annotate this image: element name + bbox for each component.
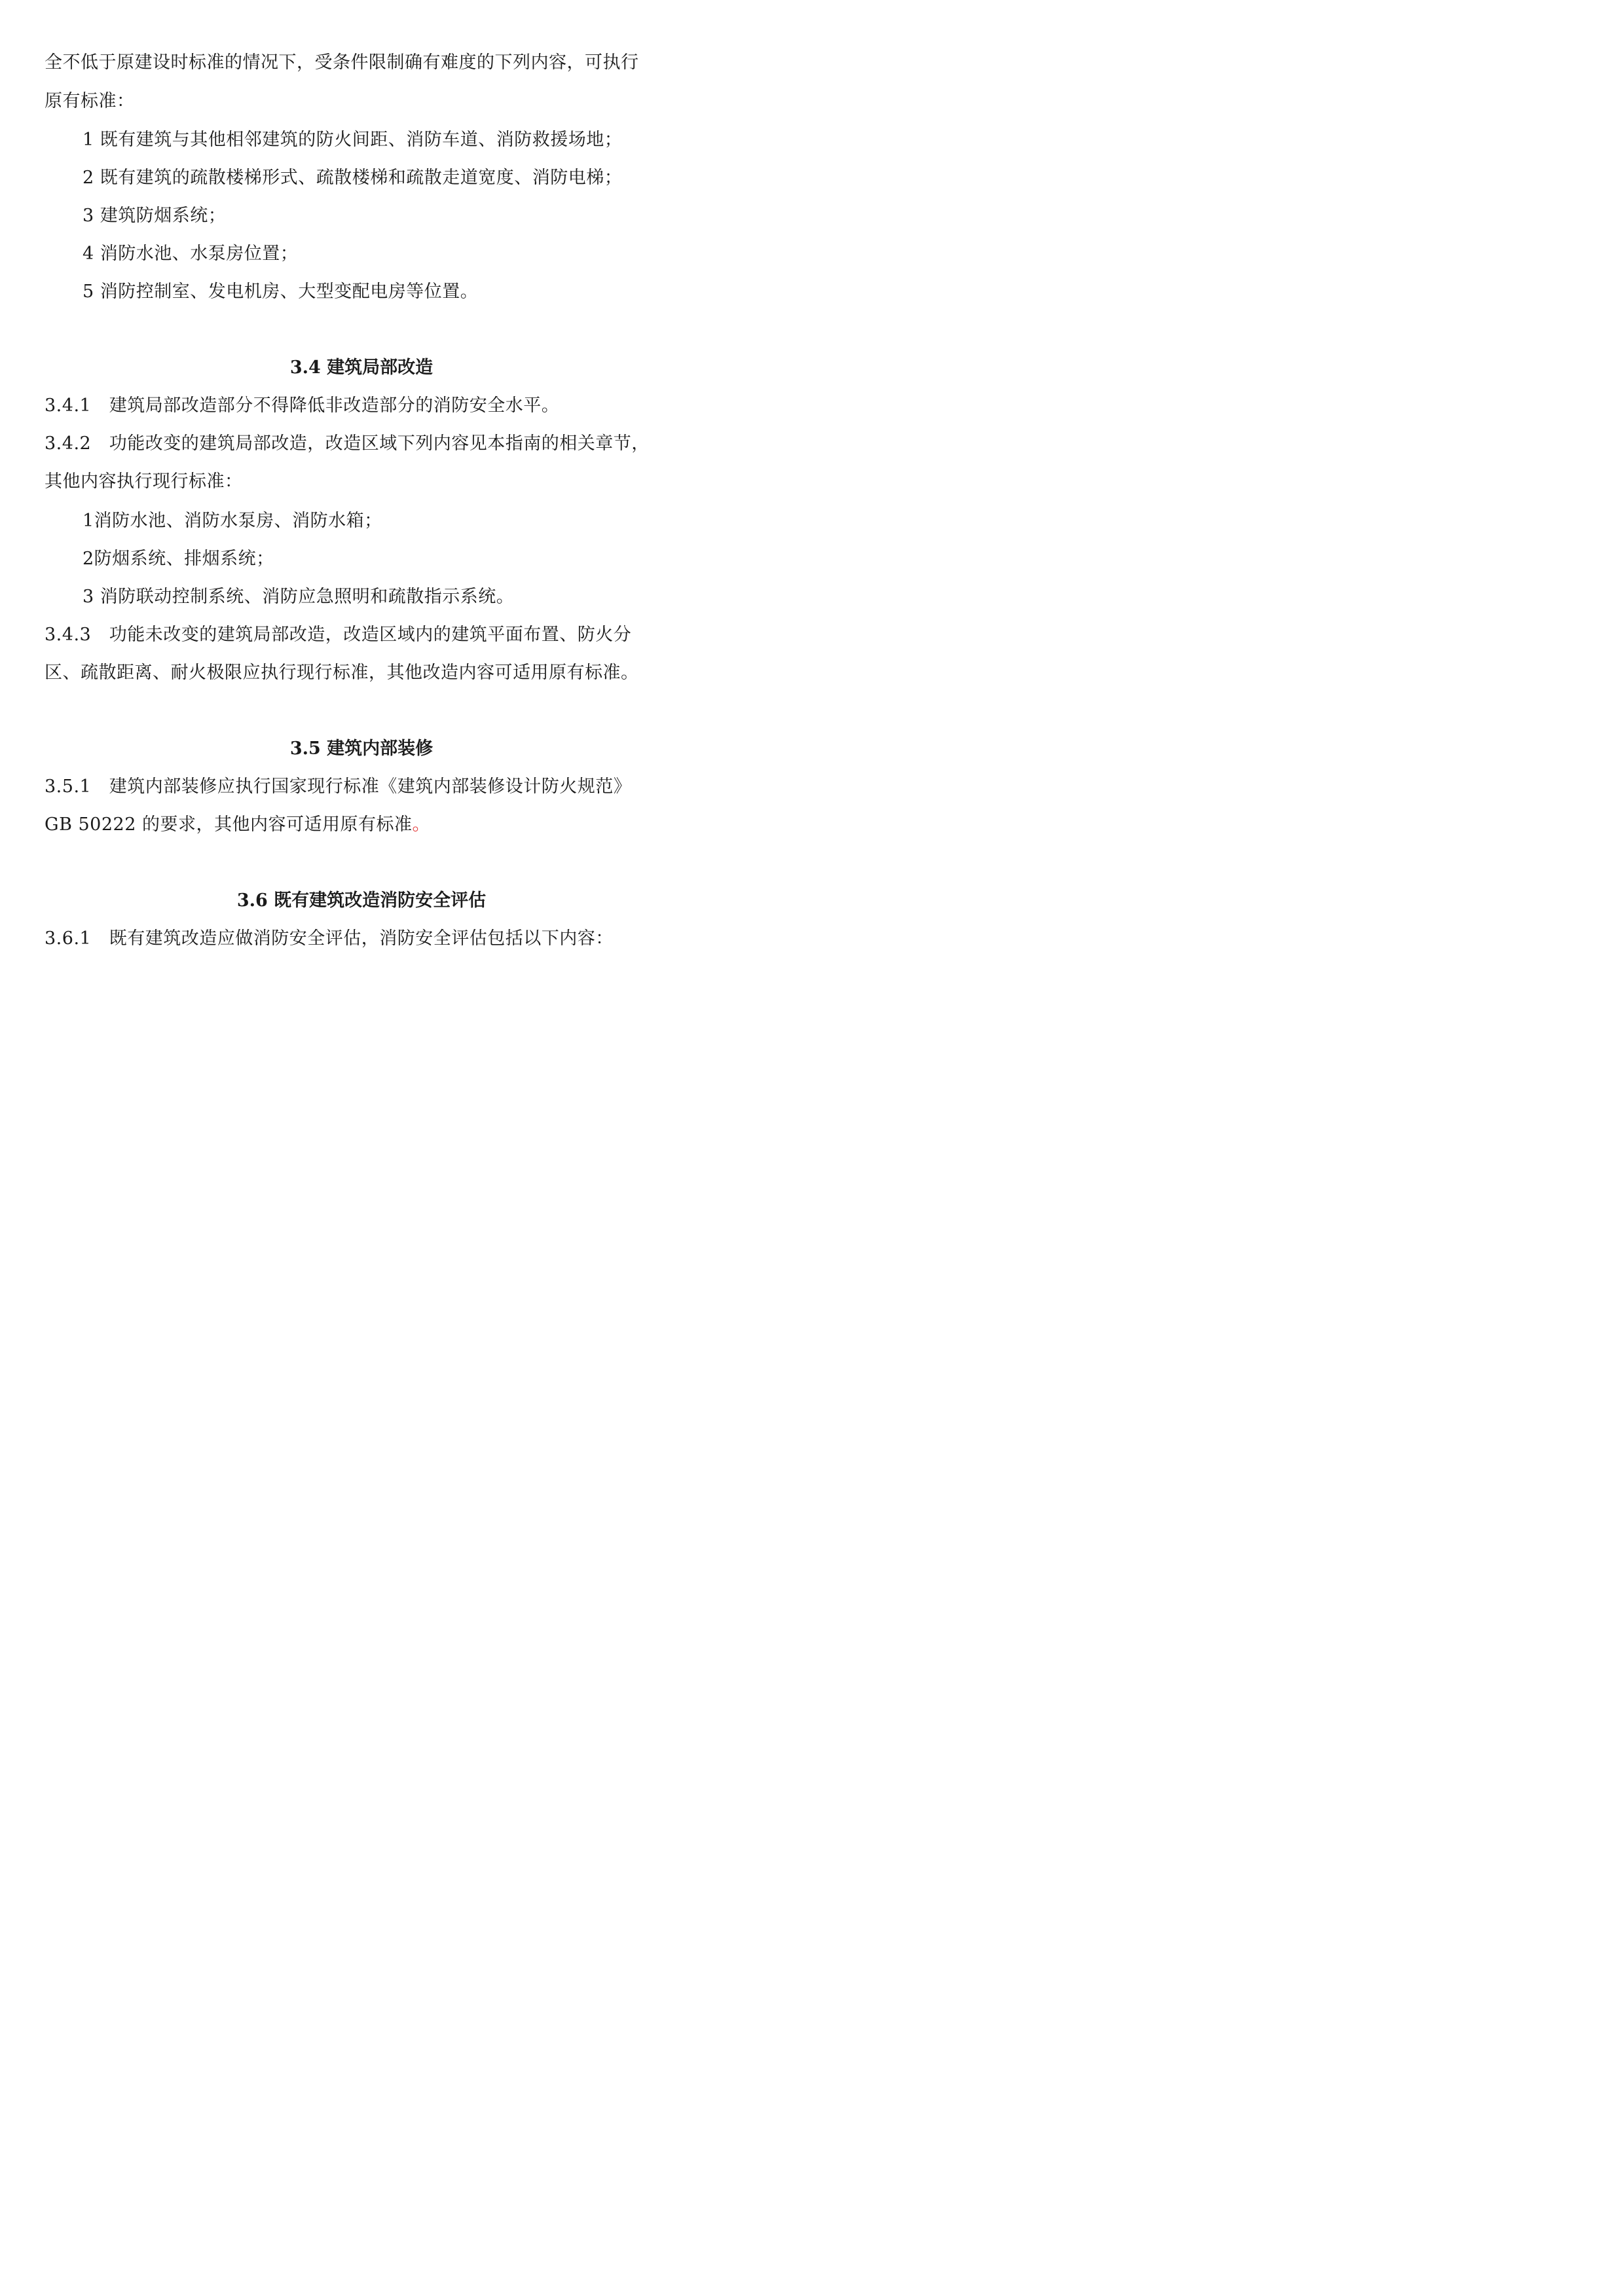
section-heading: 3.5 建筑内部装修 [289,738,434,759]
section-heading: 3.6 既有建筑改造消防安全评估 [236,890,487,911]
paragraph-line: 原有标准： [45,91,135,111]
list-item: 2防烟系统、排烟系统； [83,549,274,569]
clause-3-4-1: 3.4.1 建筑局部改造部分不得降低非改造部分的消防安全水平。 [45,395,560,416]
list-item: 1消防水池、消防水泵房、消防水箱； [83,511,382,531]
paragraph-line: 全不低于原建设时标准的情况下，受条件限制确有难度的下列内容，可执行 [45,52,639,73]
clause-3-5-1: 3.5.1 建筑内部装修应执行国家现行标准《建筑内部装修设计防火规范》 [45,776,632,797]
list-item: 5 消防控制室、发电机房、大型变配电房等位置。 [83,282,479,302]
list-item: 3 建筑防烟系统； [83,206,227,226]
clause-text: GB 50222 的要求，其他内容可适用原有标准 [45,814,413,835]
list-item: 1 既有建筑与其他相邻建筑的防火间距、消防车道、消防救援场地； [83,130,623,150]
paragraph-line: 区、疏散距离、耐火极限应执行现行标准，其他改造内容可适用原有标准。 [45,663,639,683]
section-heading: 3.4 建筑局部改造 [289,357,434,378]
list-item: 3 消防联动控制系统、消防应急照明和疏散指示系统。 [83,587,515,607]
paragraph-line [45,812,430,838]
paragraph-line: 其他内容执行现行标准： [45,471,243,492]
list-item: 2 既有建筑的疏散楼梯形式、疏散楼梯和疏散走道宽度、消防电梯； [83,168,623,188]
period-mark: 。 [412,814,430,835]
clause-3-4-2: 3.4.2 功能改变的建筑局部改造，改造区域下列内容见本指南的相关章节， [45,433,650,454]
clause-3-4-3: 3.4.3 功能未改变的建筑局部改造，改造区域内的建筑平面布置、防火分 [45,625,632,645]
clause-3-6-1: 3.6.1 既有建筑改造应做消防安全评估，消防安全评估包括以下内容： [45,928,614,949]
list-item: 4 消防水池、水泵房位置； [83,244,299,264]
